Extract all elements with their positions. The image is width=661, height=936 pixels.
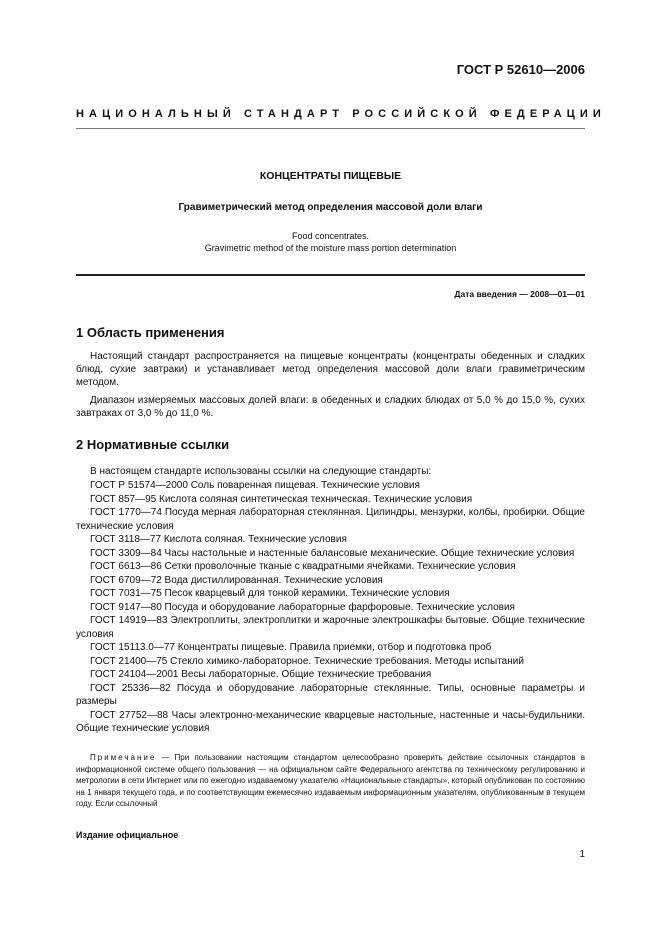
references-list (76, 479, 585, 736)
national-title: НАЦИОНАЛЬНЫЙ СТАНДАРТ РОССИЙСКОЙ ФЕДЕРАЦИИ (76, 108, 606, 120)
reference-item: ГОСТ 6709—72 Вода дистиллированная. Технические условия (90, 574, 383, 586)
reference-item: ГОСТ 14919—83 Электроплиты, электроплитки и жарочные электрошкафы бытовые. Общие технические условия (76, 615, 585, 640)
note-paragraph (76, 752, 585, 810)
reference-item: ГОСТ 7031—75 Песок кварцевый для тонкой керамики. Технические условия (90, 588, 450, 599)
reference-item: ГОСТ 3309—84 Часы настольные и настенные балансовые механические. Общие технические условия (90, 547, 575, 559)
reference-item: ГОСТ 15113.0—77 Концентраты пищевые. Правила приемки, отбор и подготовка проб (90, 642, 492, 653)
header-rule (76, 128, 585, 129)
english-title-line-1: Food concentrates. (291, 231, 370, 241)
section-1-paragraph-2: Диапазон измеряемых массовых долей влаги: в обеденных и сладких блюдах от 5,0 % до 15,0 %, сухих завтраках от 3,0 % до 11,0 %. (76, 395, 585, 419)
references-intro: В настоящем стандарте использованы ссылки на следующие стандарты: (90, 466, 432, 477)
note-label: Примечание (90, 753, 157, 762)
reference-item: ГОСТ 857—95 Кислота соляная синтетическая техническая. Технические условия (90, 493, 473, 505)
title-rule (76, 274, 585, 276)
section-2-heading: 2 Нормативные ссылки (76, 437, 230, 452)
reference-item: ГОСТ Р 51574—2000 Соль поваренная пищевая. Технические условия (90, 480, 420, 491)
document-subtitle: Гравиметрический метод определения массовой доли влаги (178, 202, 483, 213)
reference-item: ГОСТ 6613—86 Сетки проволочные тканые с квадратными ячейками. Технические условия (90, 561, 516, 572)
intro-date: Дата введения — 2008—01—01 (454, 289, 585, 299)
document-title: КОНЦЕНТРАТЫ ПИЩЕВЫЕ (259, 170, 402, 182)
reference-item: ГОСТ 21400—75 Стекло химико-лабораторное. Технические требования. Методы испытаний (90, 655, 524, 667)
english-title-line-2: Gravimetric method of the moisture mass portion determination (204, 243, 457, 253)
reference-item: ГОСТ 24104—2001 Весы лабораторные. Общие технические требования (90, 669, 432, 680)
reference-item: ГОСТ 3118—77 Кислота соляная. Технические условия (90, 534, 347, 545)
reference-item: ГОСТ 1770—74 Посуда мерная лабораторная стеклянная. Цилиндры, мензурки, колбы, пробирки. Общие технические условия (76, 507, 585, 532)
section-1-paragraph-1: Настоящий стандарт распространяется на пищевые концентраты (концентраты обеденных и сладких блюд, сухие завтраки) и устанавливает метод определения массовой доли влаги гравиметрическим методом. (76, 351, 585, 388)
section-1-heading: 1 Область применения (76, 325, 225, 340)
doc-number: ГОСТ Р 52610—2006 (456, 62, 585, 77)
note-text: — При пользовании настоящим стандартом целесообразно проверить действие ссылочных стандартов в информационной системе общего пользования — на официальном сайте Федерального агентства по техническому регулированию и метрологии в сети Интернет или по ежегодно издаваемому указателю «Национальные стандарты», который опубликован по состоянию на 1 января текущего года, и по соответствующим ежемесячно издаваемым информационным указателям, опубликованным в текущем году. Если ссылочный (76, 753, 585, 808)
reference-item: ГОСТ 25336—82 Посуда и оборудование лабораторные стеклянные. Типы, основные параметры и размеры (76, 682, 585, 707)
page-number: 1 (579, 849, 585, 860)
reference-item: ГОСТ 9147—80 Посуда и оборудование лабораторные фарфоровые. Технические условия (90, 601, 515, 613)
official-edition-label: Издание официальное (76, 830, 179, 840)
reference-item: ГОСТ 27752—88 Часы электронно-механические кварцевые настольные, настенные и часы-будильники. Общие технические условия (76, 709, 585, 734)
